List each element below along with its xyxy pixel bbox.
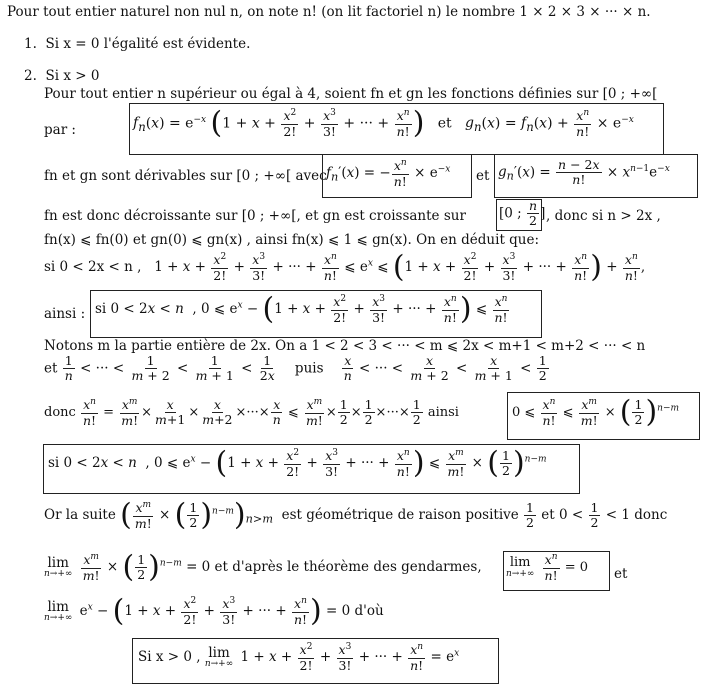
definition-paragraph: Pour tout entier n supérieur ou égal à 4, soient fn et gn les fonctions définies sur [0 ; +∞[ — [44, 86, 658, 102]
notons-line: Notons m la partie entière de 2x. On a 1 < 2 < 3 < ··· < m ⩽ 2x < m+1 < m+2 < ··· < n — [44, 338, 646, 354]
donc-result: 0 ⩽ $\frac{x^n}{n!}$ ⩽ $\frac{x^m}{m!}$ × ( $\frac{1}{2}$ )$^{n-m}$ — [512, 394, 680, 430]
derivative-intro: fn et gn sont dérivables sur [0 ; +∞[ avec — [44, 168, 327, 184]
or-et: et — [541, 506, 555, 523]
donc-product: donc $\frac{x^n}{n!}$ = $\frac{x^m}{m!}$ × $\frac{x}{m+1}$ × $\frac{x}{m+2}$ ×···× $\frac{x}{n}$ ⩽ $\frac{x^m}{m!}$ × $\frac{1}{2}$ × $\frac{1}{2}$ ×···× $\frac{1}{2}$ ainsi — [44, 396, 459, 428]
gendarmes-text: = 0 et d'après le théorème des gendarmes, — [186, 558, 482, 575]
fn-gn-definition: $f_n(x) = e^{-x}$ (1 + x + $\frac{x^2}{2!}$ + $\frac{x^3}{3!}$ + ··· + $\frac{x^n}{n!}$ ) et $g_n(x) = f_n(x)$ + $\frac{x^n}{n!}$ × $e^{-x}$ — [133, 105, 634, 141]
interval-expr: [0 ; $\frac{n}{2}$ ] — [499, 198, 546, 229]
fn-derivative: $f_n'(x)$ = − $\frac{x^n}{n!}$ × $e^{-x}$ — [326, 158, 451, 189]
ainsi-word: ainsi — [427, 404, 459, 420]
ainsi-inequality: si 0 < 2x < n , 0 ⩽ $e^x - (1 + x$ + $\frac{x^2}{2!}$ + $\frac{x^3}{3!}$ + ··· + $\frac{x^n}{n!}$ ) ⩽ $\frac{x^n}{n!}$ — [95, 291, 508, 327]
fraction-chain: et $\frac{1}{n}$ < ··· < $\frac{1}{m + 2}$ < $\frac{1}{m + 1}$ < $\frac{1}{2x}$ puis $\frac{x}{n}$ < ··· < $\frac{x}{m + 2}$ < $\frac{x}{m + 1}$ < $\frac{1}{2}$ — [44, 353, 547, 384]
si-condition: si 0 < 2x < n , — [44, 258, 142, 275]
or-la-suite: Or la suite — [44, 506, 116, 523]
item-1 — [24, 36, 250, 53]
geometric-text: est géométrique de raison positive — [281, 506, 519, 523]
puis-word: puis — [294, 360, 324, 377]
limit-result: lim n→+∞ $\frac{x^n}{n!}$ = 0 — [506, 552, 589, 583]
item-1-num: 1. — [24, 36, 37, 52]
item-1-text: Si x = 0 l'égalité est évidente. — [45, 36, 251, 52]
geometric-sequence: Or la suite ( $\frac{x^m}{m!}$ × ( $\frac{1}{2}$ )$^{n-m})_{n>m}$ est géométrique de raison positive $\frac{1}{2}$ et 0 < $\frac{1}{2}$ < 1 donc — [44, 497, 668, 533]
item-2-num: 2. — [24, 68, 37, 84]
monotonic-text: fn est donc décroissante sur [0 ; +∞[, et gn est croissante sur — [44, 208, 466, 224]
limit-line: lim n→+∞ $\frac{x^m}{m!}$ × ( $\frac{1}{2}$ )$^{n-m}$ = 0 et d'après le théorème des gendarmes, — [44, 549, 482, 585]
monotonic-cond: , donc si n > 2x , — [546, 208, 661, 224]
donc-word: donc — [44, 404, 76, 420]
item-2-text: Si x > 0 — [45, 68, 100, 84]
bound-inequality: si 0 < 2x < n , 1 + x + $\frac{x^2}{2!}$ + $\frac{x^3}{3!}$ + ··· + $\frac{x^n}{n!}$ ⩽ $e^x$ ⩽ (1 + x + $\frac{x^2}{2!}$ + $\frac{x^3}{3!}$ + ··· + $\frac{x^n}{n!}$ ) + $\frac{x^n}{n!}$ , — [44, 249, 646, 285]
et-word: et — [44, 360, 58, 377]
and-word: et — [437, 115, 452, 132]
final-condition: Si x > 0 , — [138, 648, 201, 665]
gn-derivative: $g_n'(x)$ = $\frac{n - 2x}{n!}$ × $x^{n-1}e^{-x}$ — [498, 157, 670, 188]
dou-text: = 0 d'où — [326, 602, 384, 619]
par-label: par : — [44, 122, 76, 138]
main-inequality: si 0 < 2x < n , 0 ⩽ $e^x - (1 + x$ + $\frac{x^2}{2!}$ + $\frac{x^3}{3!}$ + ··· + $\frac{x^n}{n!}$ ) ⩽ $\frac{x^m}{m!}$ × ( $\frac{1}{2}$ )$^{n-m}$ — [48, 445, 547, 481]
ainsi-label: ainsi : — [44, 306, 86, 322]
intro-text: Pour tout entier naturel non nul n, on note n! (on lit factoriel n) le nombre 1 × 2 × 3 × ··· × n. — [7, 4, 651, 20]
final-result: Si x > 0 , lim n→+∞ 1 + x + $\frac{x^2}{2!}$ + $\frac{x^3}{3!}$ + ··· + $\frac{x^n}{n!}$ = $e^x$ — [138, 642, 460, 673]
inequality-line: fn(x) ⩽ fn(0) et gn(0) ⩽ gn(x) , ainsi fn(x) ⩽ 1 ⩽ gn(x). On en déduit que: — [44, 232, 540, 248]
limit-tail: et — [614, 566, 628, 582]
derivative-and: et — [476, 168, 490, 184]
limit-difference: lim n→+∞ $e^x - (1 + x$ + $\frac{x^2}{2!}$ + $\frac{x^3}{3!}$ + ··· + $\frac{x^n}{n!}$ ) = 0 d'où — [44, 593, 384, 629]
item-2 — [24, 68, 99, 85]
or-donc: donc — [634, 506, 668, 523]
